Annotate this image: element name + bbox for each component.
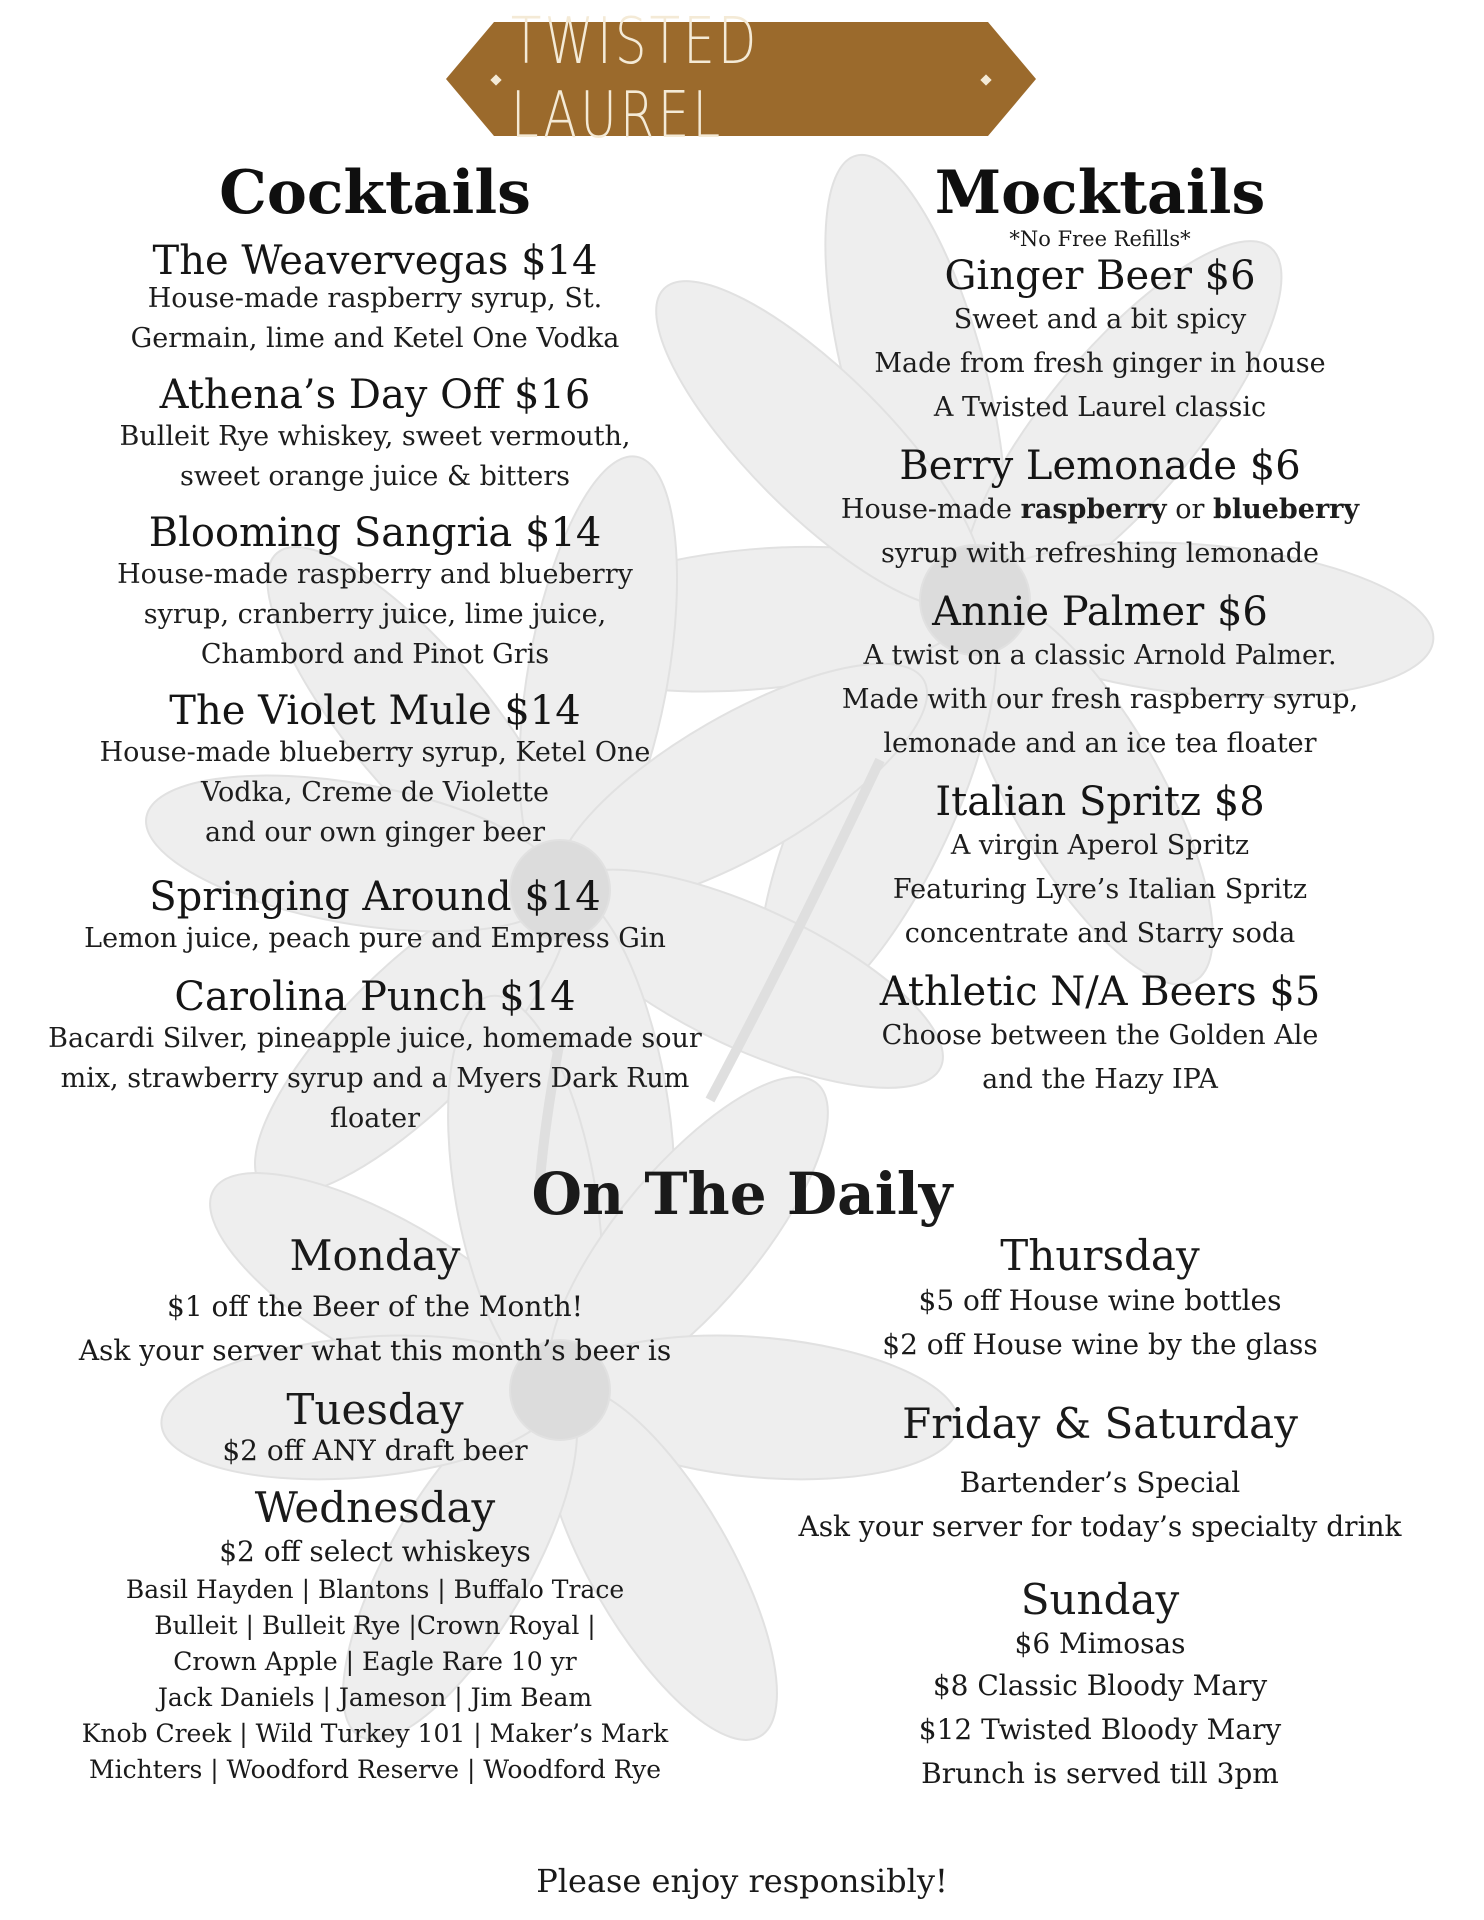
daily-right-column — [760, 1233, 1440, 1796]
cocktail-desc-line: Bulleit Rye whiskey, sweet vermouth, — [119, 421, 631, 452]
daily-specials-title: On The Daily — [531, 1160, 953, 1228]
mocktail-desc-line: Choose between the Golden Ale — [881, 1020, 1319, 1052]
mocktail-item — [760, 254, 1440, 430]
brand-logo — [446, 5, 1036, 153]
day-heading: Tuesday — [286, 1385, 464, 1435]
mocktails-section — [760, 158, 1440, 1116]
mocktail-name: Italian Spritz $8 — [935, 779, 1265, 826]
mocktail-desc-line: concentrate and Starry soda — [904, 918, 1296, 950]
day-heading: Monday — [289, 1231, 461, 1280]
friday-saturday-block — [760, 1401, 1440, 1549]
cocktail-desc-line: and our own ginger beer — [204, 817, 546, 848]
cocktail-name: Blooming Sangria $14 — [148, 510, 602, 556]
day-line: $12 Twisted Bloody Mary — [918, 1712, 1282, 1746]
whiskey-list-line: Jack Daniels | Jameson | Jim Beam — [157, 1682, 593, 1712]
cocktail-desc-line: Vodka, Creme de Violette — [201, 777, 549, 808]
mocktail-desc-line: A Twisted Laurel classic — [933, 392, 1267, 424]
mocktail-desc-line: Featuring Lyre’s Italian Spritz — [892, 874, 1308, 906]
mocktail-desc-line: A virgin Aperol Spritz — [950, 830, 1250, 862]
desc-emphasis: raspberry — [1020, 494, 1167, 526]
cocktail-item — [40, 373, 710, 497]
day-heading: Wednesday — [254, 1483, 496, 1533]
mocktail-item — [760, 970, 1440, 1102]
whiskey-list-line: Basil Hayden | Blantons | Buffalo Trace — [125, 1574, 625, 1604]
tuesday-block — [40, 1387, 710, 1469]
cocktail-desc-line: House-made raspberry and blueberry — [117, 559, 633, 590]
mocktails-title: Mocktails — [934, 158, 1266, 228]
thursday-block — [760, 1233, 1440, 1367]
whiskey-list-line: Crown Apple | Eagle Rare 10 yr — [173, 1646, 577, 1676]
monday-block — [40, 1233, 710, 1373]
day-line: $6 Mimosas — [1014, 1626, 1186, 1660]
cocktails-section — [40, 158, 710, 1153]
mocktail-name: Ginger Beer $6 — [944, 253, 1256, 300]
whiskey-list-line: Bulleit | Bulleit Rye |Crown Royal | — [154, 1610, 596, 1640]
cocktail-item — [40, 875, 710, 959]
cocktail-desc-line: Chambord and Pinot Gris — [200, 639, 550, 670]
cocktail-item — [40, 511, 710, 675]
cocktail-name: Athena’s Day Off $16 — [159, 372, 591, 418]
day-line: Ask your server what this month’s beer is — [78, 1334, 672, 1368]
day-line: $1 off the Beer of the Month! — [167, 1290, 583, 1324]
wednesday-block — [40, 1485, 710, 1787]
mocktail-desc-line: syrup with refreshing lemonade — [881, 538, 1319, 570]
cocktail-desc-line: House-made blueberry syrup, Ketel One — [99, 737, 651, 768]
cocktail-desc-line: sweet orange juice & bitters — [180, 461, 570, 492]
mocktail-name: Athletic N/A Beers $5 — [879, 969, 1321, 1016]
mocktail-item — [760, 590, 1440, 766]
day-line: Brunch is served till 3pm — [921, 1756, 1279, 1790]
cocktail-name: The Weavervegas $14 — [152, 238, 598, 284]
whiskey-list-line: Michters | Woodford Reserve | Woodford Rye — [89, 1754, 661, 1784]
cocktail-desc-line: mix, strawberry syrup and a Myers Dark Rum — [60, 1063, 690, 1094]
mocktail-desc-line: Made from fresh ginger in house — [874, 348, 1326, 380]
day-heading: Sunday — [1020, 1575, 1180, 1625]
cocktails-title: Cocktails — [219, 158, 531, 228]
no-refills-note: *No Free Refills* — [1009, 227, 1191, 251]
cocktail-desc-line: House-made raspberry syrup, St. — [147, 283, 603, 314]
day-line: $2 off House wine by the glass — [882, 1328, 1318, 1362]
desc-text: or — [1166, 494, 1213, 526]
mocktail-name: Berry Lemonade $6 — [899, 443, 1301, 490]
day-line: $8 Classic Bloody Mary — [932, 1668, 1268, 1702]
mocktail-desc-line: lemonade and an ice tea floater — [883, 728, 1317, 760]
cocktail-name: Springing Around $14 — [149, 874, 601, 920]
day-heading: Thursday — [1000, 1231, 1200, 1280]
cocktail-desc-line: floater — [329, 1103, 421, 1134]
mocktail-desc-line: Sweet and a bit spicy — [953, 304, 1247, 336]
sunday-block — [760, 1577, 1440, 1795]
cocktail-desc-line: Germain, lime and Ketel One Vodka — [130, 323, 620, 354]
mocktail-desc-line: A twist on a classic Arnold Palmer. — [863, 640, 1337, 672]
cocktail-name: The Violet Mule $14 — [169, 688, 581, 734]
cocktail-desc-line: Bacardi Silver, pineapple juice, homemade sour — [48, 1023, 702, 1054]
brand-name: TWISTED LAUREL — [510, 5, 760, 153]
cocktail-desc-line: syrup, cranberry juice, lime juice, — [143, 599, 607, 630]
footer-note: Please enjoy responsibly! — [536, 1862, 948, 1900]
cocktail-name: Carolina Punch $14 — [174, 974, 576, 1020]
desc-text: House-made — [840, 494, 1021, 526]
cocktail-item — [40, 689, 710, 853]
cocktail-desc-line: Lemon juice, peach pure and Empress Gin — [84, 923, 666, 954]
mocktail-item — [760, 780, 1440, 956]
cocktail-item — [40, 239, 710, 359]
day-line: $2 off select whiskeys — [219, 1534, 531, 1568]
day-line: Ask your server for today’s specialty drink — [798, 1510, 1402, 1544]
mocktail-desc-line — [760, 488, 1440, 532]
cocktail-item — [40, 975, 710, 1139]
day-line: $2 off ANY draft beer — [222, 1434, 528, 1468]
daily-left-column — [40, 1233, 710, 1788]
mocktail-desc-line: and the Hazy IPA — [982, 1064, 1218, 1096]
day-line: Bartender’s Special — [959, 1466, 1241, 1500]
whiskey-list-line: Knob Creek | Wild Turkey 101 | Maker’s Mark — [81, 1718, 669, 1748]
mocktail-desc-line: Made with our fresh raspberry syrup, — [841, 684, 1359, 716]
mocktail-item — [760, 444, 1440, 576]
day-line: $5 off House wine bottles — [918, 1284, 1282, 1318]
day-heading: Friday & Saturday — [902, 1399, 1298, 1449]
mocktail-name: Annie Palmer $6 — [932, 589, 1268, 636]
desc-emphasis: blueberry — [1212, 494, 1360, 526]
